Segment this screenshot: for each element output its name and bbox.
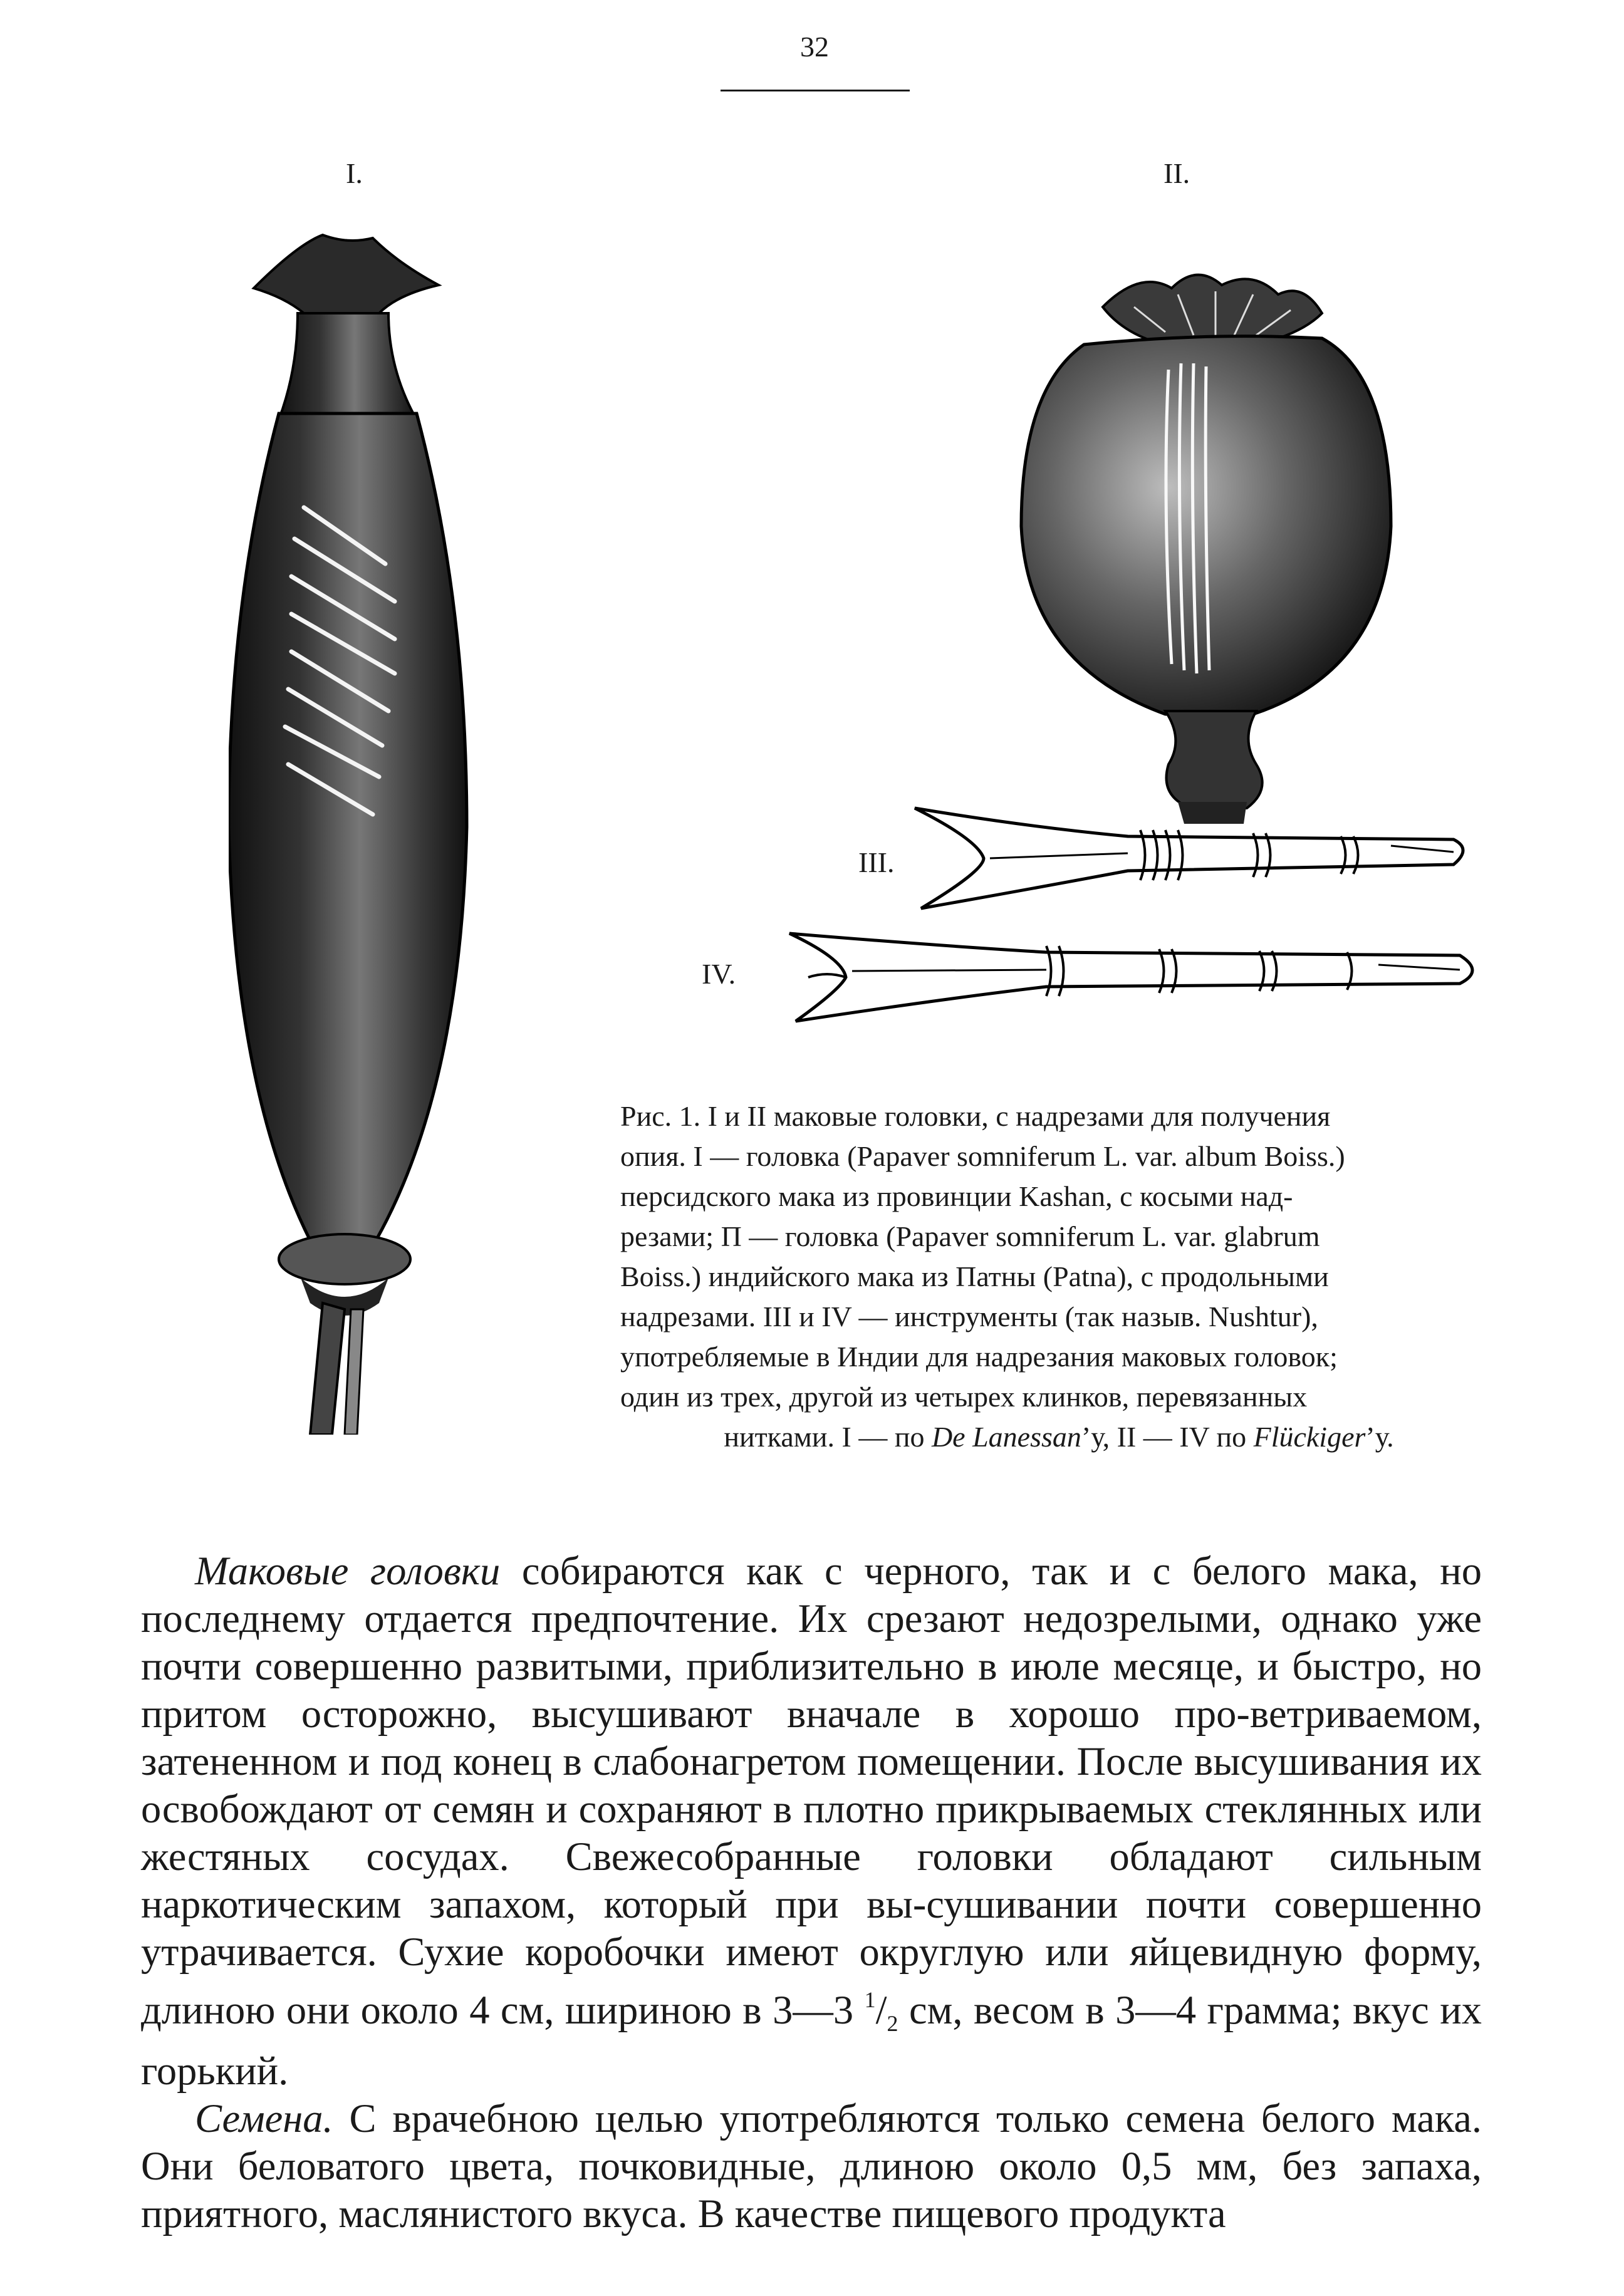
poppy-capsule-indian-illustration [1009, 263, 1403, 827]
caption-line: опия. I — головка (Papaver somniferum L. var. album Boiss.) [620, 1140, 1345, 1172]
caption-line: надрезами. III и IV — инструменты (так назыв. Nushtur), [620, 1301, 1318, 1332]
caption-line: употребляемые в Индии для надрезания маковых головок; [620, 1341, 1338, 1373]
figure-label-i: I. [346, 157, 363, 189]
caption-line: Boiss.) индийского мака из Патны (Patna), с продольными [620, 1260, 1329, 1292]
caption-line: Рис. 1. I и II маковые головки, с надрезами для получения [620, 1100, 1331, 1132]
caption-line-attribution [620, 1417, 1497, 1457]
caption-text: ’у, II — IV по [1081, 1421, 1254, 1453]
caption-line: персидского мака из провинции Kashan, с косыми над- [620, 1180, 1293, 1212]
caption-text: ’у. [1365, 1421, 1394, 1453]
paragraph-seeds [141, 2095, 1482, 2238]
figure-label-iv: IV. [702, 958, 736, 990]
paragraph-text: см, весом в 3—4 грамма; вкус их горький. [141, 1988, 1482, 2093]
fraction-denominator: 2 [887, 2011, 898, 2036]
figure-label-iii: III. [858, 846, 895, 878]
paragraph-text: собираются как с черного, так и с белого мака, но последнему отдается предпочтение. Их срезают недозрелыми, однако уже почти совершенно развитыми, приблизительно в июле месяце, и быстро, но притом осторожно, высушивают вначале в хорошо про-ветриваемом, затененном и под конец в слабонагретом помещении. После высушивания их освобождают от семян и сохраняют в плотно прикрываемых стеклянных или жестяных сосудах. Свежесобранные головки обладают сильным наркотическим запахом, который при вы-сушивании почти совершенно утрачивается. Сухие коробочки имеют округлую или яйцевидную форму, длиною они около 4 см, шириною в 3—3 [141, 1549, 1482, 2032]
fraction-numerator: 1 [864, 1987, 876, 2012]
term-seeds: Семена. [195, 2096, 333, 2141]
figure-label-ii: II. [1163, 157, 1190, 189]
nushtur-tool-three-blades-illustration [902, 802, 1479, 915]
page-number: 32 [800, 31, 829, 63]
paragraph-text: С врачебною целью употребляются только семена белого мака. Они беловатого цвета, почковидные, длиною около 0,5 мм, без запаха, приятного, маслянистого вкуса. В качестве пищевого продукта [141, 2096, 1482, 2236]
caption-line: резами; П — головка (Papaver somniferum L. var. glabrum [620, 1220, 1320, 1252]
caption-author-de-lanessan: De Lanessan [931, 1421, 1081, 1453]
header-rule [721, 90, 910, 91]
body-text [141, 1547, 1482, 2238]
paragraph-poppy-heads [141, 1547, 1482, 2095]
nushtur-tool-four-blades-illustration [783, 921, 1491, 1027]
term-poppy-heads: Маковые головки [195, 1549, 501, 1593]
figure-caption [620, 1096, 1497, 1457]
caption-text: нитками. I — по [724, 1421, 932, 1453]
caption-line: один из трех, другой из четырех клинков, перевязанных [620, 1381, 1308, 1413]
caption-author-fluckiger: Flückiger [1253, 1421, 1366, 1453]
fraction-slash: / [875, 1988, 887, 2032]
poppy-capsule-persian-illustration [229, 226, 473, 1435]
